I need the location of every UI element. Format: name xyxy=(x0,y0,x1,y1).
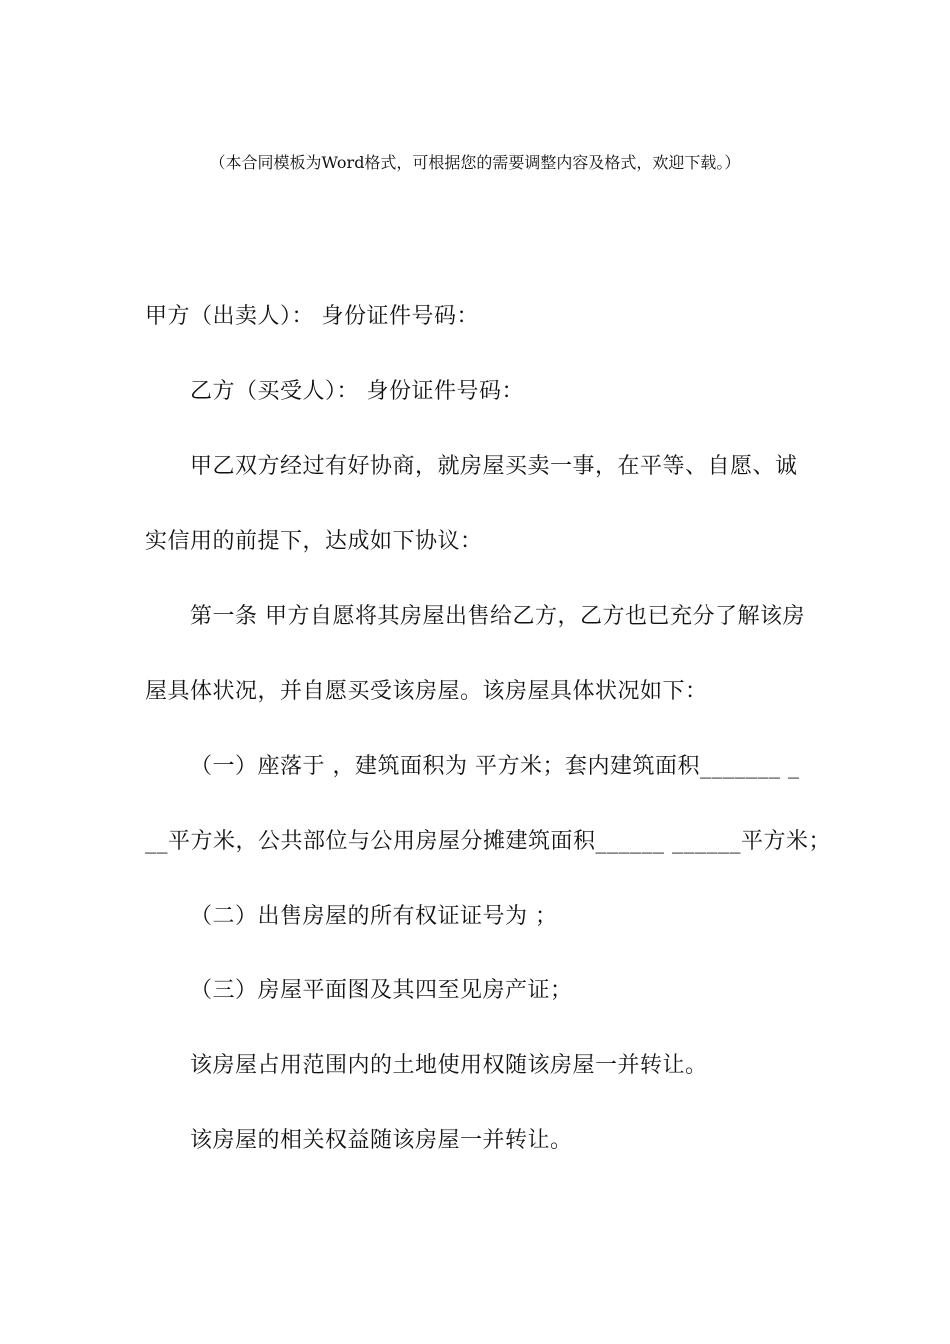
article-1-line-1: 第一条 甲方自愿将其房屋出售给乙方，乙方也已充分了解该房 xyxy=(190,604,805,629)
land-use-line: 该房屋占用范围内的土地使用权随该房屋一并转让。 xyxy=(190,1053,708,1078)
article-1-line-2: 屋具体状况，并自愿买受该房屋。该房屋具体状况如下： xyxy=(145,679,708,704)
party-b-line: 乙方（买受人）： 身份证件号码： xyxy=(190,379,524,404)
clause-1-line-2: __平方米，公共部位与公用房屋分摊建筑面积______ ______平方米； xyxy=(145,829,831,854)
preamble-line-2: 实信用的前提下，达成如下协议： xyxy=(145,529,483,554)
party-a-line: 甲方（出卖人）： 身份证件号码： xyxy=(145,304,479,329)
rights-line: 该房屋的相关权益随该房屋一并转让。 xyxy=(190,1128,573,1153)
preamble-line-1: 甲乙双方经过有好协商，就房屋买卖一事，在平等、自愿、诚 xyxy=(190,454,798,479)
clause-2-line: （二）出售房屋的所有权证证号为 ； xyxy=(190,904,558,929)
template-note: （本合同模板为Word格式，可根据您的需要调整内容及格式，欢迎下载。） xyxy=(209,153,741,172)
clause-3-line: （三）房屋平面图及其四至见房产证； xyxy=(190,978,573,1003)
clause-1-line-1: （一）座落于 ，建筑面积为 平方米；套内建筑面积_______ _ xyxy=(190,754,800,779)
